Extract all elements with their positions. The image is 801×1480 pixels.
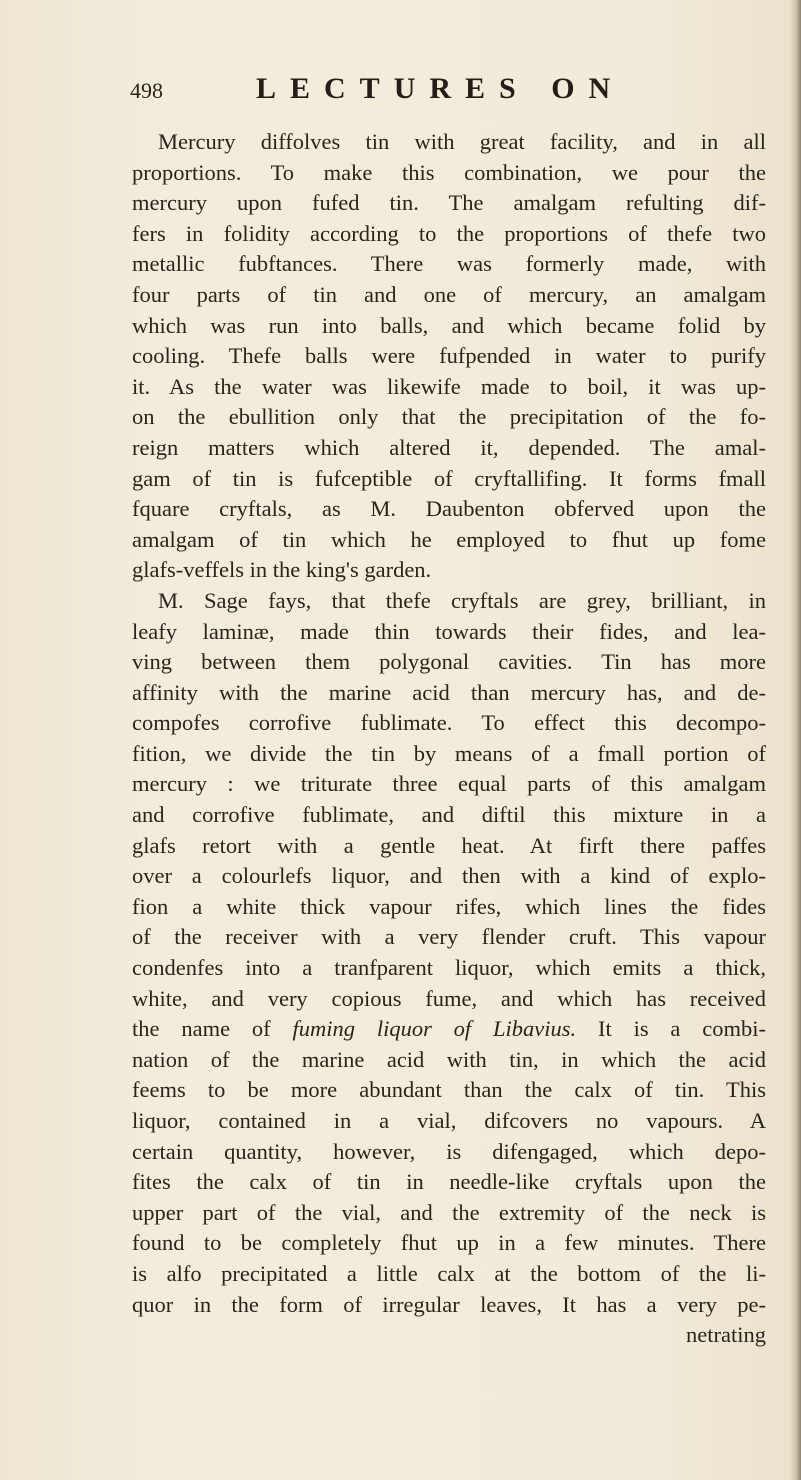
text-line: amalgam of tin which he employed to fhut up fome (132, 526, 766, 552)
text-line: glafs-veffels in the king's garden. (132, 557, 432, 583)
body-text (132, 127, 766, 1351)
text-line: and corrofive fublimate, and diftil this mixture in a (132, 802, 766, 828)
text-line: nation of the marine acid with tin, in which the acid (132, 1046, 766, 1072)
text-line: certain quantity, however, is difengaged, which depo- (132, 1138, 766, 1164)
text-line: is alfo precipitated a little calx at the bottom of the li- (132, 1260, 766, 1286)
page-header (130, 72, 690, 112)
italic-term: fuming liquor of Libavius. (292, 1016, 577, 1042)
text-line: Mercury diffolves tin with great facility, and in all (158, 129, 766, 154)
text-line: liquor, contained in a vial, difcovers no vapours. A (132, 1108, 766, 1133)
text-line: quor in the form of irregular leaves, It has a very pe- (132, 1291, 766, 1317)
text-line: M. Sage fays, that thefe cryftals are grey, brilliant, in (158, 587, 766, 613)
text-line: metallic fubftances. There was formerly made, with (132, 251, 766, 277)
text-line: fers in folidity according to the proportions of thefe two (132, 220, 766, 246)
text-line: it. As the water was likewife made to boil, it was up- (132, 373, 766, 399)
text-line: condenfes into a tranfparent liquor, which emits a thick, (132, 955, 766, 981)
text-line: compofes corrofive fublimate. To effect this decompo- (132, 710, 766, 736)
text-line: four parts of tin and one of mercury, an amalgam (132, 281, 766, 307)
text-line: feems to be more abundant than the calx of tin. This (132, 1077, 766, 1103)
text-line: over a colourlefs liquor, and then with a kind of explo- (132, 863, 766, 889)
text-line: fion a white thick vapour rifes, which lines the fides (132, 893, 766, 919)
text-line: affinity with the marine acid than mercury has, and de- (132, 679, 766, 705)
text-line: fition, we divide the tin by means of a fmall portion of (132, 740, 766, 766)
running-head: LECTURES ON (256, 72, 625, 105)
page-number: 498 (130, 78, 163, 103)
text-line: on the ebullition only that the precipitation of the fo- (132, 404, 766, 430)
text-line: leafy laminæ, made thin towards their fides, and lea- (132, 618, 766, 644)
text-line: upper part of the vial, and the extremity of the neck is (132, 1199, 766, 1225)
text-line: mercury upon fufed tin. The amalgam refulting dif- (132, 190, 766, 216)
text-line: reign matters which altered it, depended. The amal- (132, 434, 766, 460)
text-segment: the name of (132, 1016, 293, 1042)
text-line: ving between them polygonal cavities. Tin has more (132, 649, 766, 675)
text-line: which was run into balls, and which became folid by (132, 312, 766, 338)
text-line: white, and very copious fume, and which has received (132, 985, 766, 1011)
text-line: fquare cryftals, as M. Daubenton obferved upon the (132, 496, 766, 522)
text-line: glafs retort with a gentle heat. At firft there paffes (132, 832, 766, 858)
text-segment: It is a combi- (576, 1016, 766, 1042)
text-line: found to be completely fhut up in a few minutes. There (132, 1230, 766, 1256)
catchword: netrating (686, 1322, 766, 1348)
text-line: of the receiver with a very flender cruft. This vapour (132, 924, 766, 950)
text-line: fites the calx of tin in needle-like cryftals upon the (132, 1169, 766, 1195)
text-line-with-italic (132, 1014, 766, 1045)
text-line: cooling. Thefe balls were fufpended in water to purify (132, 343, 766, 369)
page-edge-shadow (789, 0, 801, 1480)
text-line: proportions. To make this combination, we pour the (132, 159, 766, 185)
text-line: gam of tin is fufceptible of cryftallifing. It forms fmall (132, 465, 766, 491)
text-line: mercury : we triturate three equal parts of this amalgam (132, 771, 766, 797)
